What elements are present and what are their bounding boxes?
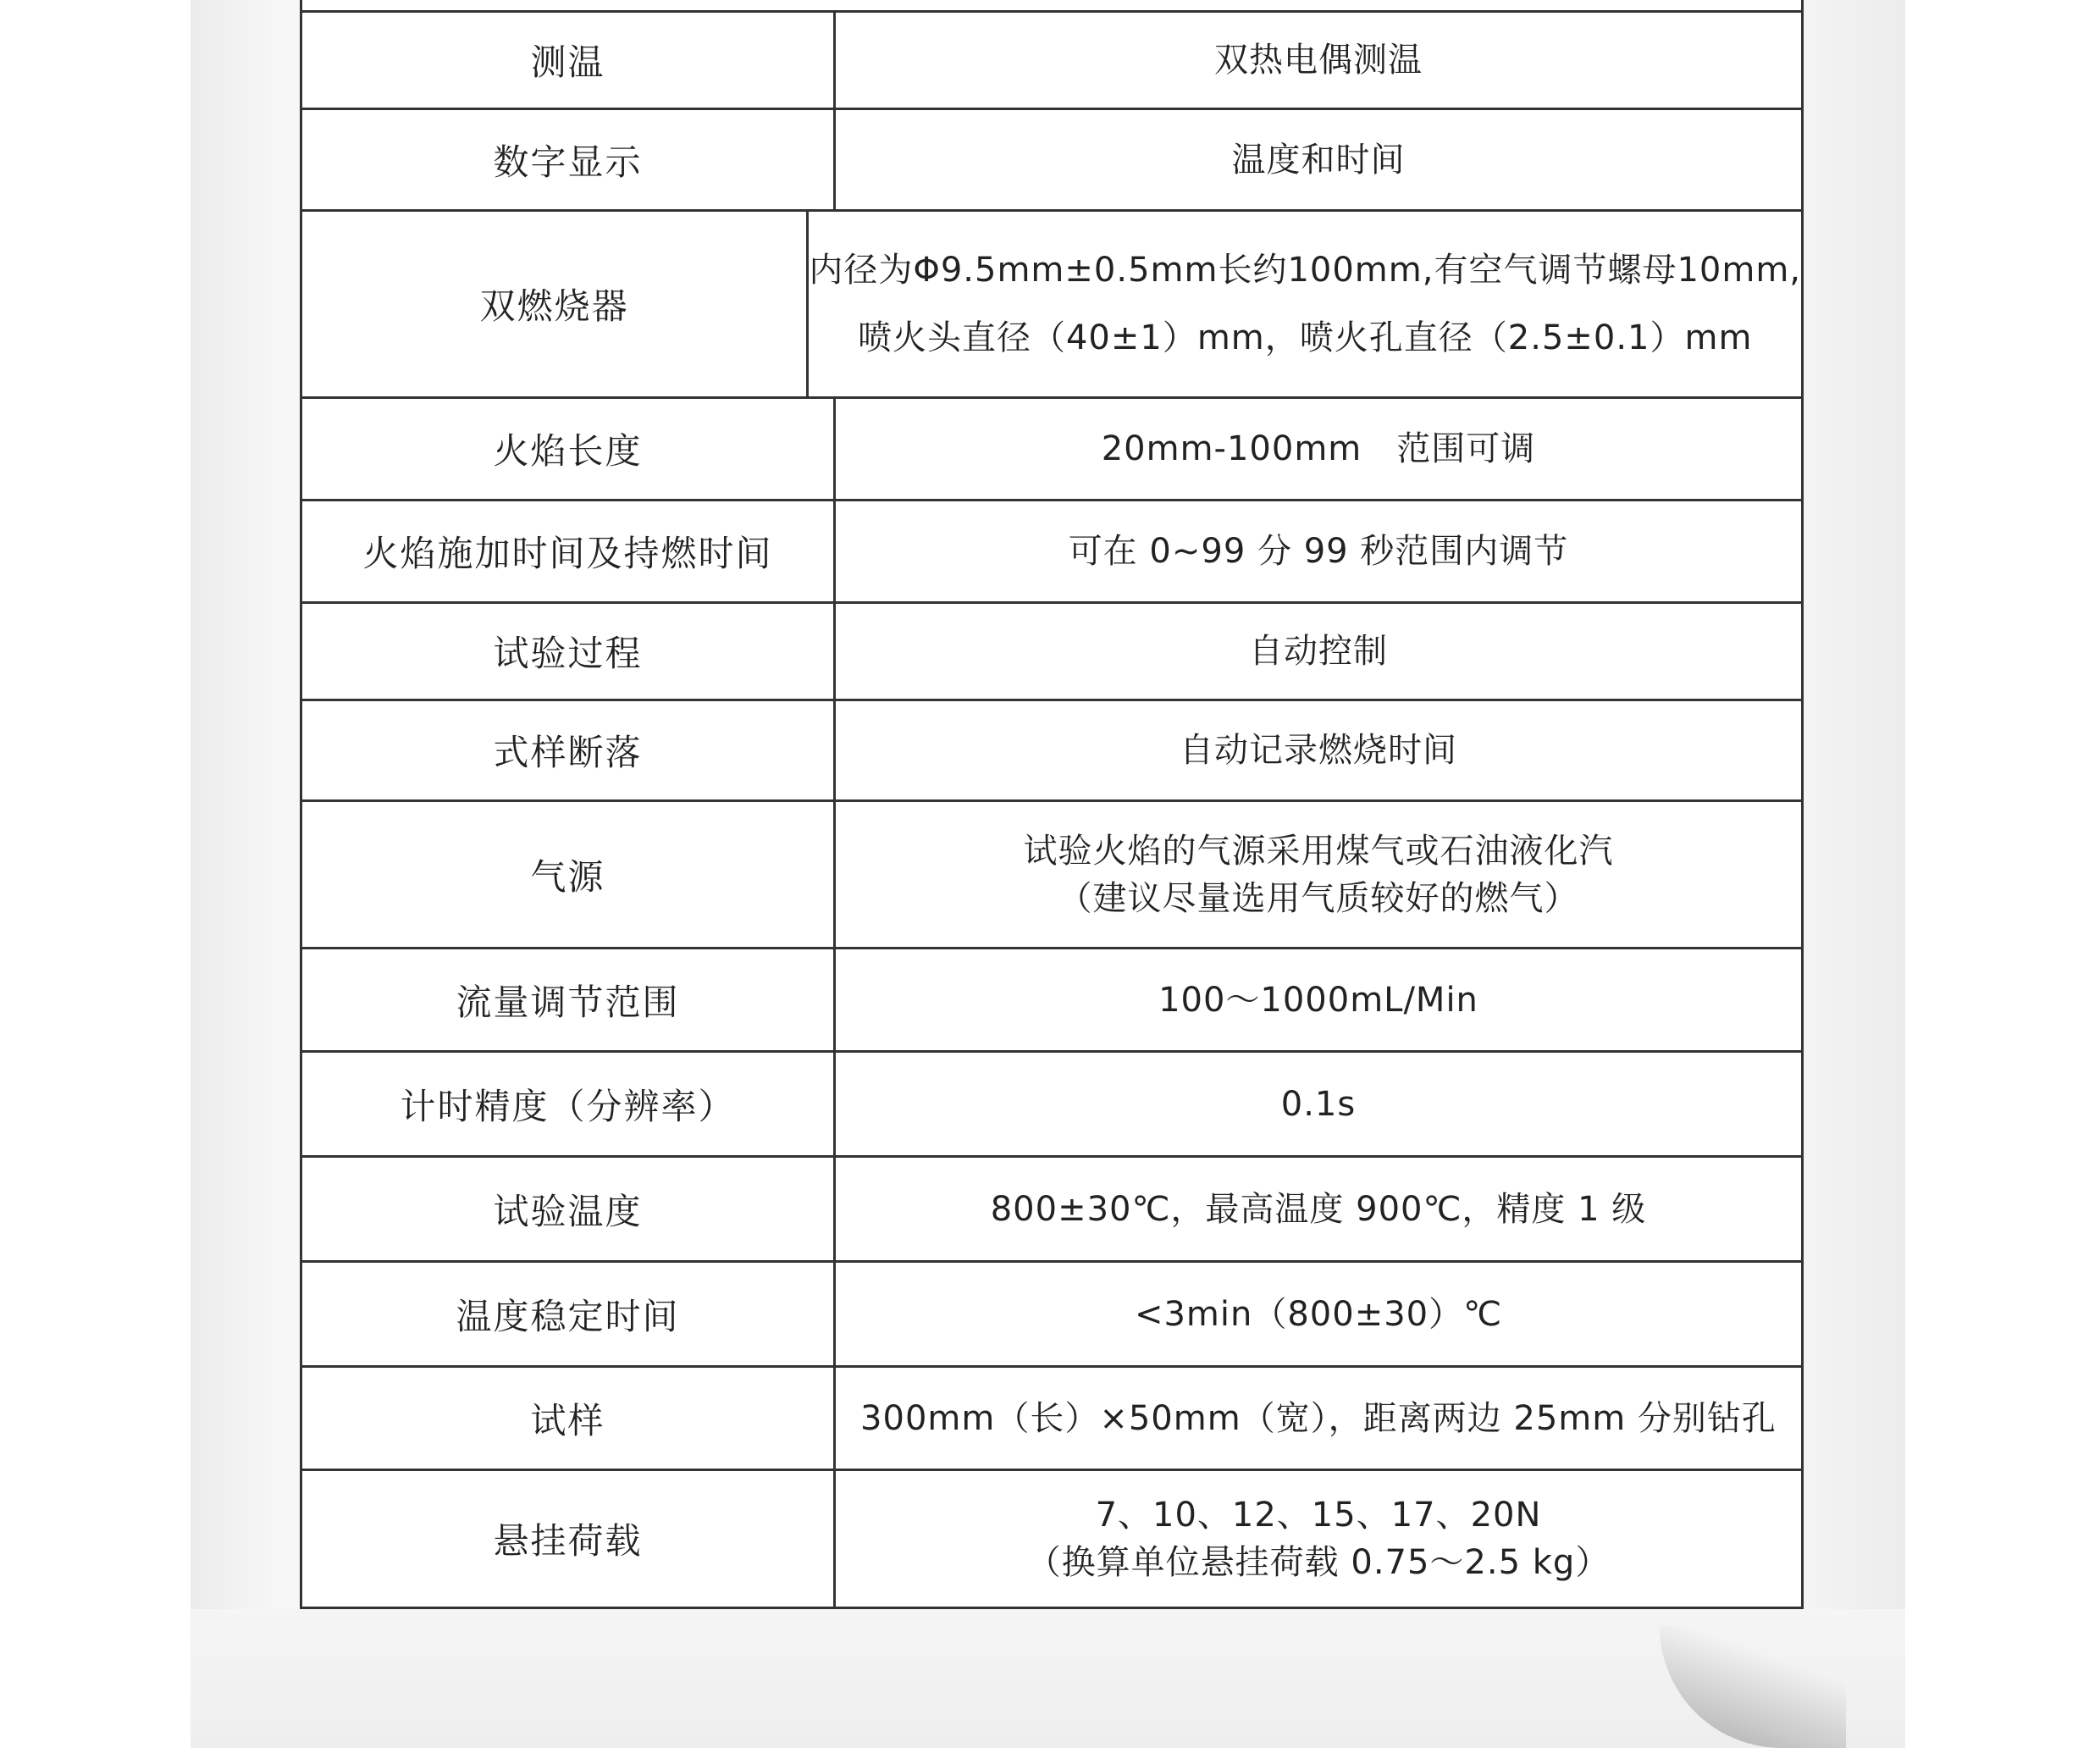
row-label: 温度稳定时间 — [302, 1263, 836, 1365]
value-line: 0.1s — [1280, 1084, 1357, 1124]
row-label: 火焰施加时间及持燃时间 — [302, 501, 836, 601]
value-line: 内径为Φ9.5mm±0.5mm长约100mm,有空气调节螺母10mm, — [809, 251, 1801, 290]
value-line: 自动记录燃烧时间 — [1180, 731, 1457, 770]
row-value — [836, 399, 1801, 499]
row-label: 试验温度 — [302, 1158, 836, 1260]
row-value — [836, 949, 1801, 1050]
row-value — [836, 701, 1801, 799]
row-value — [836, 1158, 1801, 1260]
table-row — [302, 799, 1801, 947]
table-row — [302, 947, 1801, 1050]
value-line: <3min（800±30）℃ — [1134, 1294, 1503, 1334]
spec-table — [300, 0, 1804, 1609]
row-value — [836, 501, 1801, 601]
value-line: 双热电偶测温 — [1214, 41, 1423, 80]
value-line: 100～1000mL/Min — [1158, 980, 1478, 1020]
left-margin — [0, 0, 191, 1748]
value-line: 可在 0~99 分 99 秒范围内调节 — [1068, 532, 1569, 571]
row-label: 火焰长度 — [302, 399, 836, 499]
row-value — [836, 110, 1801, 209]
table-row — [302, 601, 1801, 699]
row-label: 悬挂荷载 — [302, 1471, 836, 1607]
row-value — [836, 13, 1801, 108]
row-value — [836, 1263, 1801, 1365]
table-row — [302, 1365, 1801, 1469]
value-line: 自动控制 — [1249, 632, 1388, 671]
value-line: 温度和时间 — [1231, 140, 1406, 180]
row-label: 式样断落 — [302, 701, 836, 799]
row-label: 测温 — [302, 13, 836, 108]
row-value — [836, 1368, 1801, 1469]
table-row — [302, 499, 1801, 601]
value-line: 7、10、12、15、17、20N — [1095, 1496, 1542, 1535]
value-line: （换算单位悬挂荷载 0.75～2.5 kg） — [1026, 1543, 1611, 1582]
row-value — [836, 802, 1801, 947]
row-label: 试样 — [302, 1368, 836, 1469]
row-label: 气源 — [302, 802, 836, 947]
bottom-shade — [191, 1609, 1905, 1748]
row-label: 数字显示 — [302, 110, 836, 209]
table-row — [302, 396, 1801, 499]
value-line: 试验火焰的气源采用煤气或石油液化汽 — [1023, 831, 1614, 871]
right-margin — [1905, 0, 2100, 1748]
table-row — [302, 108, 1801, 209]
table-row — [302, 699, 1801, 799]
row-label: 流量调节范围 — [302, 949, 836, 1050]
table-row — [302, 1260, 1801, 1365]
table-row — [302, 10, 1801, 108]
table-row — [302, 209, 1801, 396]
table-row — [302, 1050, 1801, 1155]
value-line: 20mm-100mm 范围可调 — [1101, 429, 1536, 468]
value-line: 300mm（长）×50mm（宽），距离两边 25mm 分别钻孔 — [860, 1398, 1777, 1438]
row-label: 双燃烧器 — [302, 212, 809, 396]
row-label: 试验过程 — [302, 604, 836, 699]
value-line: 喷火头直径（40±1）mm，喷火孔直径（2.5±0.1）mm — [857, 318, 1753, 357]
row-value — [836, 1053, 1801, 1155]
value-line: （建议尽量选用气质较好的燃气） — [1058, 878, 1579, 918]
row-value — [836, 1471, 1801, 1607]
table-row — [302, 1155, 1801, 1260]
table-row — [302, 1469, 1801, 1607]
row-value — [809, 212, 1801, 396]
row-value — [836, 604, 1801, 699]
value-line: 800±30℃，最高温度 900℃，精度 1 级 — [990, 1189, 1647, 1229]
row-label: 计时精度（分辨率） — [302, 1053, 836, 1155]
